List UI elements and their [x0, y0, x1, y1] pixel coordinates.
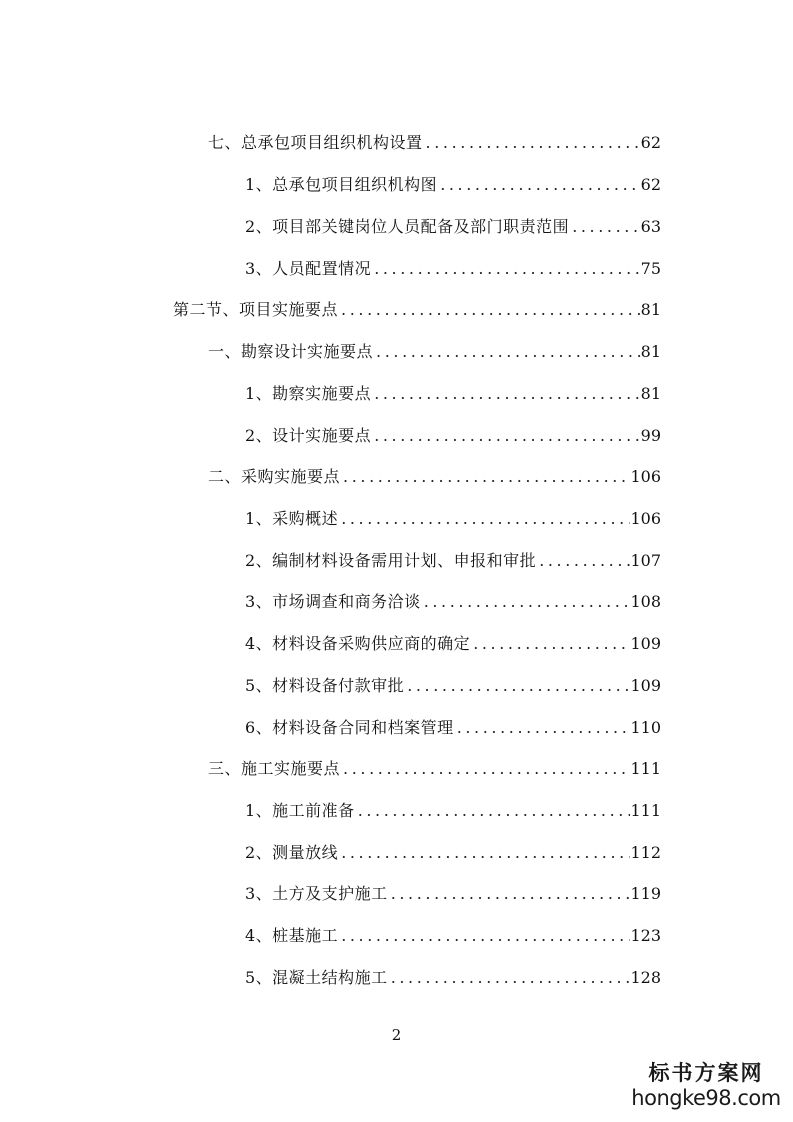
toc-leader-dots: [421, 591, 631, 613]
toc-entry[interactable]: [245, 170, 661, 196]
toc-entry[interactable]: [208, 128, 661, 154]
toc-entry-title: 6、材料设备合同和档案管理: [245, 718, 454, 737]
watermark-name: 标书方案网: [648, 1061, 764, 1085]
toc-entry[interactable]: [245, 254, 661, 280]
toc-entry[interactable]: [245, 587, 661, 613]
toc-leader-dots: [454, 717, 631, 739]
toc-entry[interactable]: [173, 295, 661, 321]
toc-leader-dots: [338, 842, 630, 864]
toc-leader-dots: [340, 758, 630, 780]
toc-entry-title: 3、土方及支护施工: [245, 884, 388, 903]
toc-entry-page: 62: [640, 133, 661, 152]
toc-leader-dots: [371, 425, 640, 447]
toc-entry[interactable]: [208, 462, 661, 488]
toc-leader-dots: [470, 633, 630, 655]
toc-entry-page: 111: [630, 801, 661, 820]
toc-entry-title: 二、采购实施要点: [208, 467, 341, 486]
toc-entry[interactable]: [245, 713, 661, 739]
toc-leader-dots: [355, 800, 631, 822]
toc-entry[interactable]: [245, 879, 661, 905]
toc-entry-page: 108: [630, 592, 661, 611]
toc-entry[interactable]: [245, 629, 661, 655]
toc-entry-title: 1、采购概述: [245, 509, 339, 528]
toc-entry-title: 1、总承包项目组织机构图: [245, 175, 438, 194]
toc-leader-dots: [423, 132, 641, 154]
toc-leader-dots: [373, 341, 641, 363]
toc-entry-page: 99: [640, 426, 661, 445]
toc-leader-dots: [388, 883, 631, 905]
toc-entry-title: 1、施工前准备: [245, 801, 355, 820]
toc-leader-dots: [437, 174, 640, 196]
toc-entry[interactable]: [208, 754, 661, 780]
toc-entry-page: 81: [640, 384, 661, 403]
site-watermark: [631, 1060, 781, 1110]
toc-entry-page: 107: [630, 551, 661, 570]
toc-entry-page: 123: [630, 926, 661, 945]
toc-entry-title: 三、施工实施要点: [208, 759, 341, 778]
toc-entry-page: 109: [630, 634, 661, 653]
toc-entry-page: 111: [630, 759, 661, 778]
toc-entry-title: 一、勘察设计实施要点: [208, 342, 374, 361]
toc-leader-dots: [338, 925, 630, 947]
toc-entry-page: 106: [630, 509, 661, 528]
toc-entry[interactable]: [245, 963, 661, 989]
watermark-url: hongke98.com: [631, 1086, 781, 1110]
toc-entry-title: 5、材料设备付款审批: [245, 676, 405, 695]
toc-entry-title: 3、人员配置情况: [245, 259, 372, 278]
toc-entry[interactable]: [245, 796, 661, 822]
toc-entry-title: 2、项目部关键岗位人员配备及部门职责范围: [245, 217, 570, 236]
toc-entry-title: 5、混凝土结构施工: [245, 968, 388, 987]
toc-entry-page: 128: [630, 968, 661, 987]
toc-entry[interactable]: [208, 337, 661, 363]
toc-entry-page: 62: [640, 175, 661, 194]
toc-entry-title: 七、总承包项目组织机构设置: [208, 133, 423, 152]
toc-entry-page: 81: [640, 300, 661, 319]
toc-entry-page: 119: [630, 884, 661, 903]
toc-leader-dots: [338, 299, 641, 321]
toc-entry-title: 2、测量放线: [245, 843, 339, 862]
toc-entry-title: 2、编制材料设备需用计划、申报和审批: [245, 551, 537, 570]
toc-leader-dots: [340, 466, 630, 488]
page-number: 2: [391, 1026, 402, 1044]
toc-leader-dots: [371, 258, 640, 280]
toc-leader-dots: [371, 383, 640, 405]
toc-entry[interactable]: [245, 421, 661, 447]
toc-leader-dots: [338, 508, 630, 530]
toc-entry[interactable]: [245, 838, 661, 864]
toc-leader-dots: [388, 967, 631, 989]
toc-entry-page: 75: [640, 259, 661, 278]
toc-entry-page: 109: [630, 676, 661, 695]
toc-entry-page: 81: [640, 342, 661, 361]
toc-entry[interactable]: [245, 379, 661, 405]
toc-entry[interactable]: [245, 504, 661, 530]
toc-entry[interactable]: [245, 921, 661, 947]
toc-leader-dots: [536, 550, 630, 572]
toc-entry[interactable]: [245, 546, 661, 572]
toc-entry[interactable]: [245, 671, 661, 697]
toc-entry-page: 106: [630, 467, 661, 486]
toc-entry-title: 2、设计实施要点: [245, 426, 372, 445]
toc-leader-dots: [404, 675, 630, 697]
toc-leader-dots: [569, 216, 640, 238]
toc-entry-title: 1、勘察实施要点: [245, 384, 372, 403]
toc-entry-page: 63: [640, 217, 661, 236]
toc-entry-title: 4、桩基施工: [245, 926, 339, 945]
toc-entry-page: 112: [630, 843, 661, 862]
toc-entry-page: 110: [630, 718, 661, 737]
toc-entry-title: 4、材料设备采购供应商的确定: [245, 634, 471, 653]
toc-entry[interactable]: [245, 212, 661, 238]
toc-entry-title: 第二节、项目实施要点: [173, 300, 339, 319]
toc-entry-title: 3、市场调查和商务洽谈: [245, 592, 421, 611]
